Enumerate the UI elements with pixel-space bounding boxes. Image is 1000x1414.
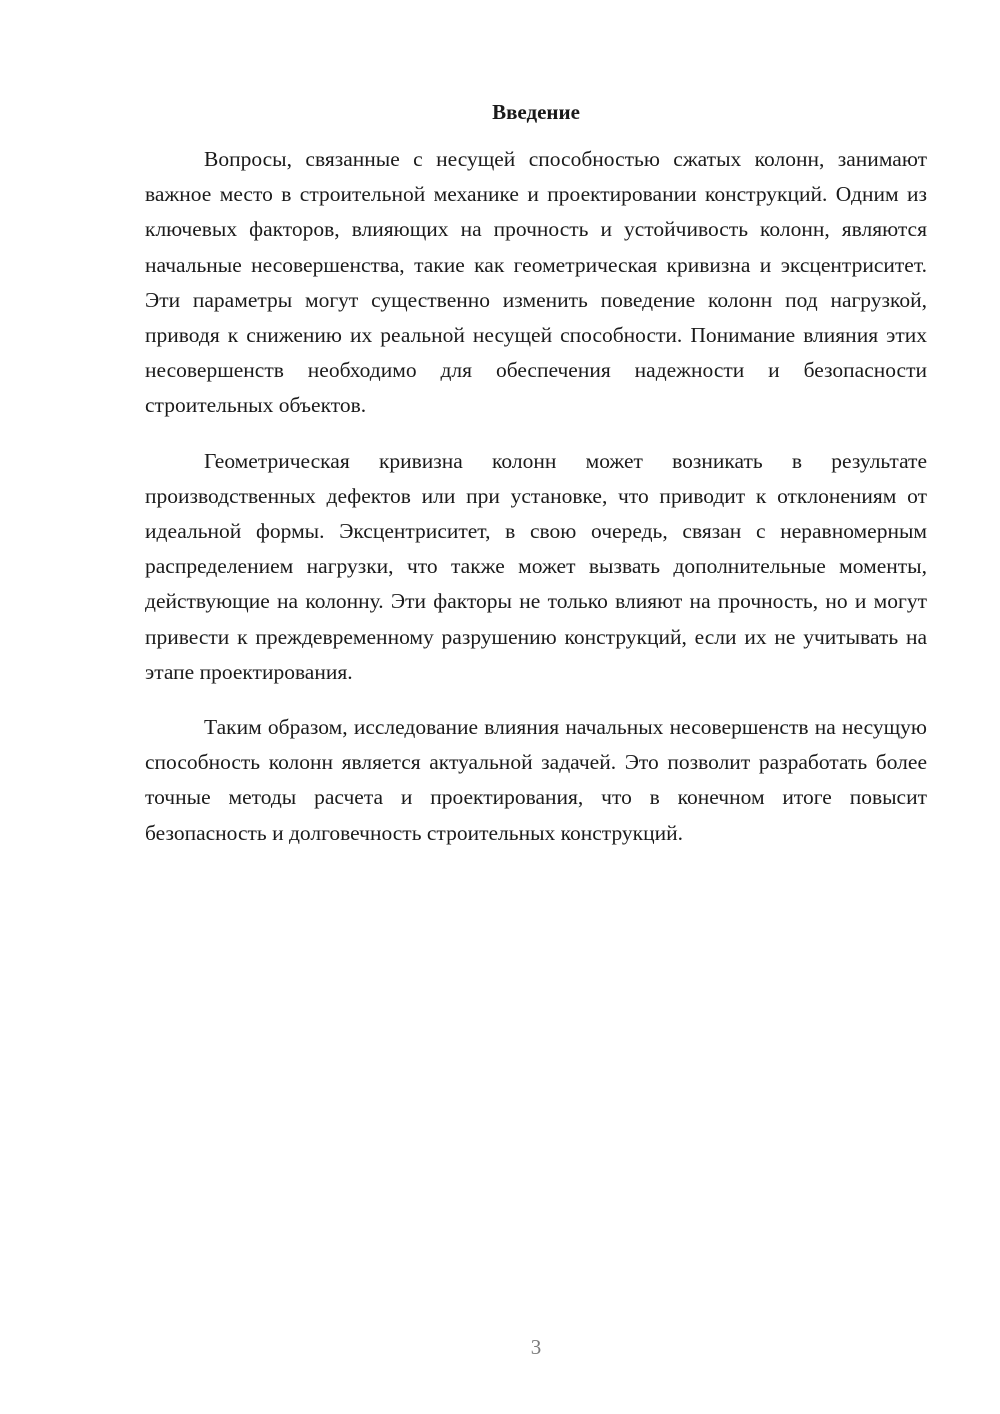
page-number: 3	[530, 1335, 542, 1359]
body-text	[145, 142, 927, 871]
paragraph-3: Таким образом, исследование влияния начальных несовершенств на несущую способность колонн является актуальной задачей. Это позволит разработать более точные методы расчета и проектирования, что в конечном итоге повысит безопасность и долговечность строительных конструкций.	[145, 715, 927, 845]
paragraph-1: Вопросы, связанные с несущей способностью сжатых колонн, занимают важное место в строительной механике и проектировании конструкций. Одним из ключевых факторов, влияющих на прочность и устойчивость колонн, являются начальные несовершенства, такие как геометрическая кривизна и эксцентриситет. Эти параметры могут существенно изменить поведение колонн под нагрузкой, приводя к снижению их реальной несущей способности. Понимание влияния этих несовершенств необходимо для обеспечения надежности и безопасности строительных объектов.	[145, 147, 927, 418]
paragraph-2: Геометрическая кривизна колонн может возникать в результате производственных дефектов или при установке, что приводит к отклонениям от идеальной формы. Эксцентриситет, в свою очередь, связан с неравномерным распределением нагрузки, что также может вызвать дополнительные моменты, действующие на колонну. Эти факторы не только влияют на прочность, но и могут привести к преждевременному разрушению конструкций, если их не учитывать на этапе проектирования.	[145, 448, 927, 684]
section-heading: Введение	[492, 100, 580, 124]
